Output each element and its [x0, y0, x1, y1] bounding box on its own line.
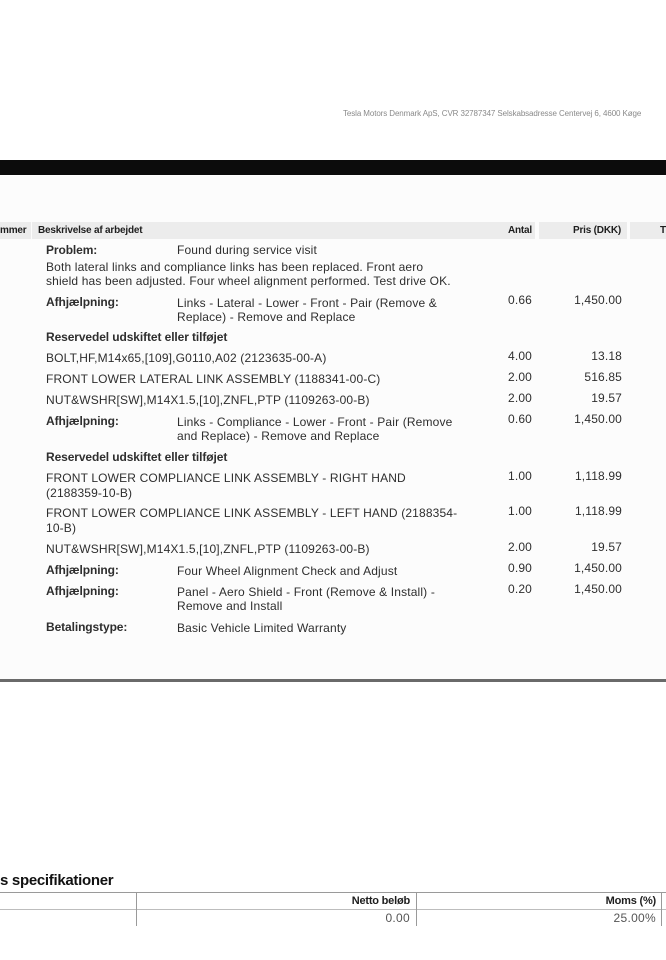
- parts-heading: Reservedel udskiftet eller tilføjet: [46, 330, 228, 344]
- specs-table-header-divider: [0, 909, 666, 910]
- part-description-line: FRONT LOWER COMPLIANCE LINK ASSEMBLY - LEFT HAND (2188354-: [46, 506, 458, 520]
- part-price: 19.57: [591, 540, 622, 554]
- part-description-line: 10-B): [46, 521, 77, 535]
- specs-table-top-border: [0, 892, 666, 893]
- remedy-quantity: 0.60: [508, 412, 532, 426]
- problem-note-line: Both lateral links and compliance links has been replaced. Front aero: [46, 260, 424, 274]
- specs-value-vat: 25.00%: [613, 911, 656, 925]
- specs-table-column-divider: [136, 892, 137, 926]
- remedy-text-line: Links - Compliance - Lower - Front - Pair (Remove: [177, 415, 453, 429]
- specs-value-net: 0.00: [385, 911, 410, 925]
- part-price: 1,118.99: [574, 504, 622, 518]
- remedy-label: Afhjælpning:: [46, 563, 119, 577]
- remedy-price: 1,450.00: [574, 582, 622, 596]
- company-info-line: Tesla Motors Denmark ApS, CVR 32787347 Selskabsadresse Centervej 6, 4600 Køge: [343, 109, 642, 118]
- specs-header-vat: Moms (%): [605, 895, 656, 907]
- column-header-price: Pris (DKK): [539, 222, 627, 239]
- remedy-text-line: Links - Lateral - Lower - Front - Pair (Remove &: [177, 296, 437, 310]
- specs-header-net: Netto beløb: [351, 895, 410, 907]
- column-header-description: Beskrivelse af arbejdet: [32, 222, 486, 239]
- remedy-price: 1,450.00: [574, 412, 622, 426]
- problem-note-line: shield has been adjusted. Four wheel alignment performed. Test drive OK.: [46, 274, 451, 288]
- part-price: 19.57: [591, 391, 622, 405]
- part-description: NUT&WSHR[SW],M14X1.5,[10],ZNFL,PTP (1109263-00-B): [46, 393, 370, 407]
- part-price: 13.18: [591, 349, 622, 363]
- remedy-label: Afhjælpning:: [46, 584, 119, 598]
- remedy-price: 1,450.00: [574, 293, 622, 307]
- remedy-text-line: Panel - Aero Shield - Front (Remove & Install) -: [177, 585, 435, 599]
- part-description: NUT&WSHR[SW],M14X1.5,[10],ZNFL,PTP (1109263-00-B): [46, 542, 370, 556]
- remedy-label: Afhjælpning:: [46, 295, 119, 309]
- part-description-line: (2188359-10-B): [46, 486, 133, 500]
- specs-table-column-divider: [661, 892, 662, 926]
- part-quantity: 2.00: [508, 540, 532, 554]
- remedy-text-line: and Replace) - Remove and Replace: [177, 429, 380, 443]
- remedy-quantity: 0.66: [508, 293, 532, 307]
- parts-heading: Reservedel udskiftet eller tilføjet: [46, 450, 228, 464]
- payment-type-label: Betalingstype:: [46, 620, 128, 634]
- part-quantity: 1.00: [508, 469, 532, 483]
- part-quantity: 2.00: [508, 391, 532, 405]
- remedy-text-line: Replace) - Remove and Replace: [177, 310, 356, 324]
- part-quantity: 2.00: [508, 370, 532, 384]
- remedy-text-line: Remove and Install: [177, 599, 283, 613]
- column-header-total: T: [630, 222, 666, 239]
- header-black-bar: [0, 160, 666, 175]
- part-quantity: 4.00: [508, 349, 532, 363]
- part-description-line: FRONT LOWER COMPLIANCE LINK ASSEMBLY - RIGHT HAND: [46, 471, 406, 485]
- part-price: 1,118.99: [574, 469, 622, 483]
- part-description: FRONT LOWER LATERAL LINK ASSEMBLY (1188341-00-C): [46, 372, 381, 386]
- specifications-title: s specifikationer: [0, 872, 114, 889]
- specs-table-column-divider: [416, 892, 417, 926]
- part-price: 516.85: [584, 370, 622, 384]
- part-description: BOLT,HF,M14x65,[109],G0110,A02 (2123635-00-A): [46, 351, 327, 365]
- remedy-quantity: 0.20: [508, 582, 532, 596]
- column-header-quantity: Antal: [483, 222, 535, 239]
- remedy-quantity: 0.90: [508, 561, 532, 575]
- remedy-price: 1,450.00: [574, 561, 622, 575]
- problem-label: Problem:: [46, 243, 98, 257]
- part-quantity: 1.00: [508, 504, 532, 518]
- problem-value: Found during service visit: [177, 243, 317, 257]
- payment-type-value: Basic Vehicle Limited Warranty: [177, 621, 347, 635]
- remedy-text-line: Four Wheel Alignment Check and Adjust: [177, 564, 398, 578]
- column-header-number: mmer: [0, 222, 31, 239]
- remedy-label: Afhjælpning:: [46, 414, 119, 428]
